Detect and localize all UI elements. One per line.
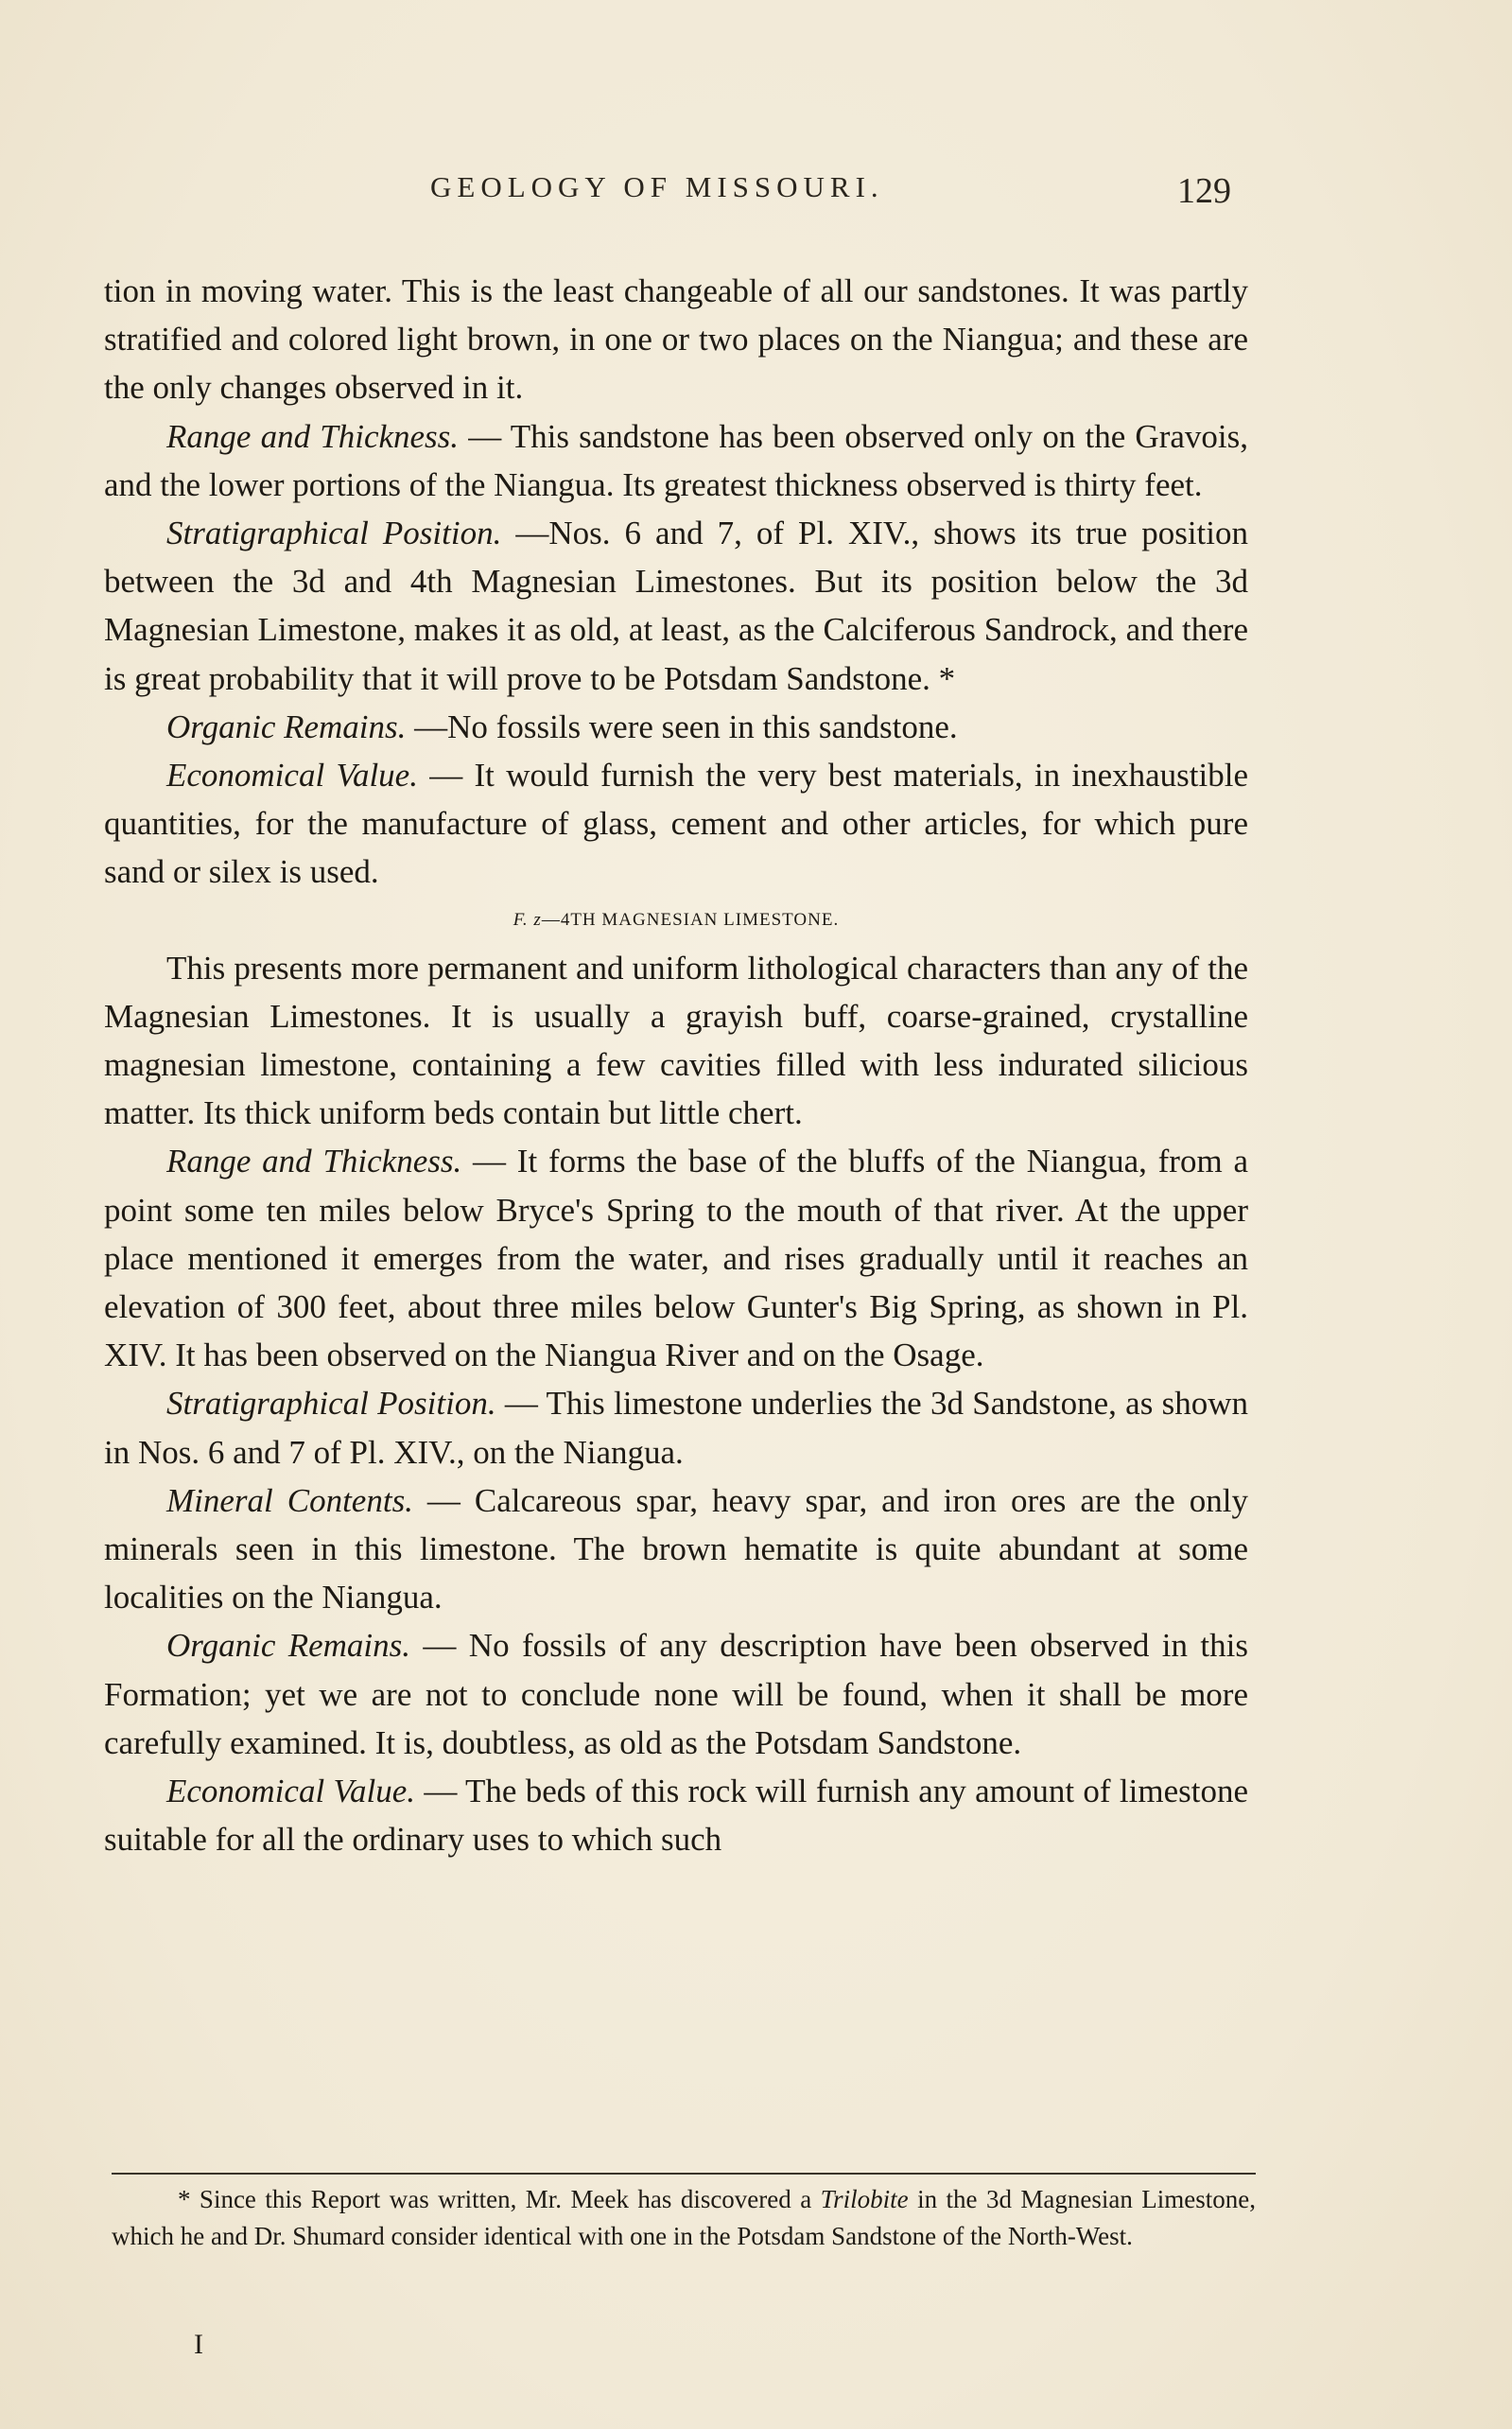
paragraph-range-thickness — [104, 412, 1248, 509]
page-number: 129 — [1177, 171, 1231, 211]
paragraph-stratigraphical-position — [104, 509, 1248, 703]
paragraph-lead: Economical Value. — [166, 757, 418, 795]
footnote-rule — [112, 2173, 1256, 2175]
footnote-text — [112, 2181, 1256, 2255]
paragraph-text: — This limestone underlies the 3d Sandstone, as shown in Nos. 6 and 7 of Pl. XIV., on the Niangua. — [104, 1385, 1248, 1471]
paragraph-text: — The beds of this rock will furnish any amount of limestone suitable for all the ordinary uses to which such — [104, 1773, 1248, 1859]
paragraph-organic-remains-2 — [104, 1621, 1248, 1767]
paragraph-lead: Mineral Contents. — [166, 1481, 413, 1519]
paragraph-lead: Organic Remains. — [166, 1627, 411, 1665]
paragraph-text: — This sandstone has been observed only on the Gravois, and the lower portions of the Niangua. Its greatest thickness observed is thirty feet. — [104, 417, 1248, 503]
paragraph-economical-value-2 — [104, 1767, 1248, 1863]
paragraph-lead: Range and Thickness. — [166, 1143, 462, 1180]
footnote-post: in the 3d Magnesian Limestone, which he and Dr. Shumard consider identical with one in the Potsdam Sandstone of the North-West. — [112, 2185, 1256, 2250]
paragraph-description: This presents more permanent and uniform lithological characters than any of the Magnesian Limestones. It is usually a grayish buff, coarse-grained, crystalline magnesian limestone, containing a few cavities filled with less indurated silicious matter. Its thick uniform beds contain but little chert. — [104, 949, 1248, 1132]
footnote-genus: Trilobite — [820, 2185, 909, 2213]
paragraph-text: —Nos. 6 and 7, of Pl. XIV., shows its true position between the 3d and 4th Magnesian Limestones. But its position below the 3d Magnesian Limestone, makes it as old, at least, as the Calciferous Sandrock, and there is great probability that it will prove to be Potsdam Sandstone. * — [104, 515, 1249, 697]
paragraph-mineral-contents — [104, 1477, 1248, 1622]
paragraph-text: —No fossils were seen in this sandstone. — [406, 708, 958, 745]
paragraph-text: — It would furnish the very best materials, in inexhaustible quantities, for the manufacture of glass, cement and other articles, for which pure sand or silex is used. — [104, 757, 1249, 891]
paragraph-economical-value — [104, 751, 1248, 897]
section-heading — [104, 897, 1248, 944]
paragraph-organic-remains — [104, 703, 1248, 751]
section-title: —4TH MAGNESIAN LIMESTONE. — [541, 909, 840, 930]
paragraph-lead: Range and Thickness. — [166, 417, 460, 455]
paragraph-lead: Stratigraphical Position. — [166, 1385, 496, 1423]
signature-mark: I — [194, 2329, 203, 2360]
section-symbol: F. z — [513, 909, 542, 930]
body-text — [104, 267, 1248, 1864]
paragraph-lead: Stratigraphical Position. — [166, 515, 502, 552]
paragraph-text: — It forms the base of the bluffs of the Niangua, from a point some ten miles below Bryce's Spring to the mouth of that river. At the upper place mentioned it emerges from the water, and rises gradually until it reaches an elevation of 300 feet, about three miles below Gunter's Big Spring, as shown in Pl. XIV. It has been observed on the Niangua River and on the Osage. — [104, 1143, 1248, 1374]
paragraph-continuation: tion in moving water. This is the least changeable of all our sandstones. It was partly stratified and colored light brown, in one or two places on the Niangua; and these are the only changes observed in it. — [104, 272, 1248, 407]
footnote — [112, 2181, 1256, 2255]
paragraph-lead: Economical Value. — [166, 1773, 415, 1810]
paragraph-lead: Organic Remains. — [166, 708, 407, 745]
paragraph-stratigraphical-position-2 — [104, 1379, 1248, 1476]
footnote-pre: * Since this Report was written, Mr. Meek has discovered a — [178, 2185, 821, 2213]
paragraph-range-thickness-2 — [104, 1137, 1248, 1379]
paragraph-text: — Calcareous spar, heavy spar, and iron ores are the only minerals seen in this limestone. The brown hematite is quite abundant at some localities on the Niangua. — [104, 1481, 1248, 1616]
running-title: GEOLOGY OF MISSOURI. — [430, 170, 884, 203]
paragraph-text: — No fossils of any description have been observed in this Formation; yet we are not to conclude none will be found, when it shall be more carefully examined. It is, doubtless, as old as the Potsdam Sandstone. — [104, 1627, 1248, 1761]
